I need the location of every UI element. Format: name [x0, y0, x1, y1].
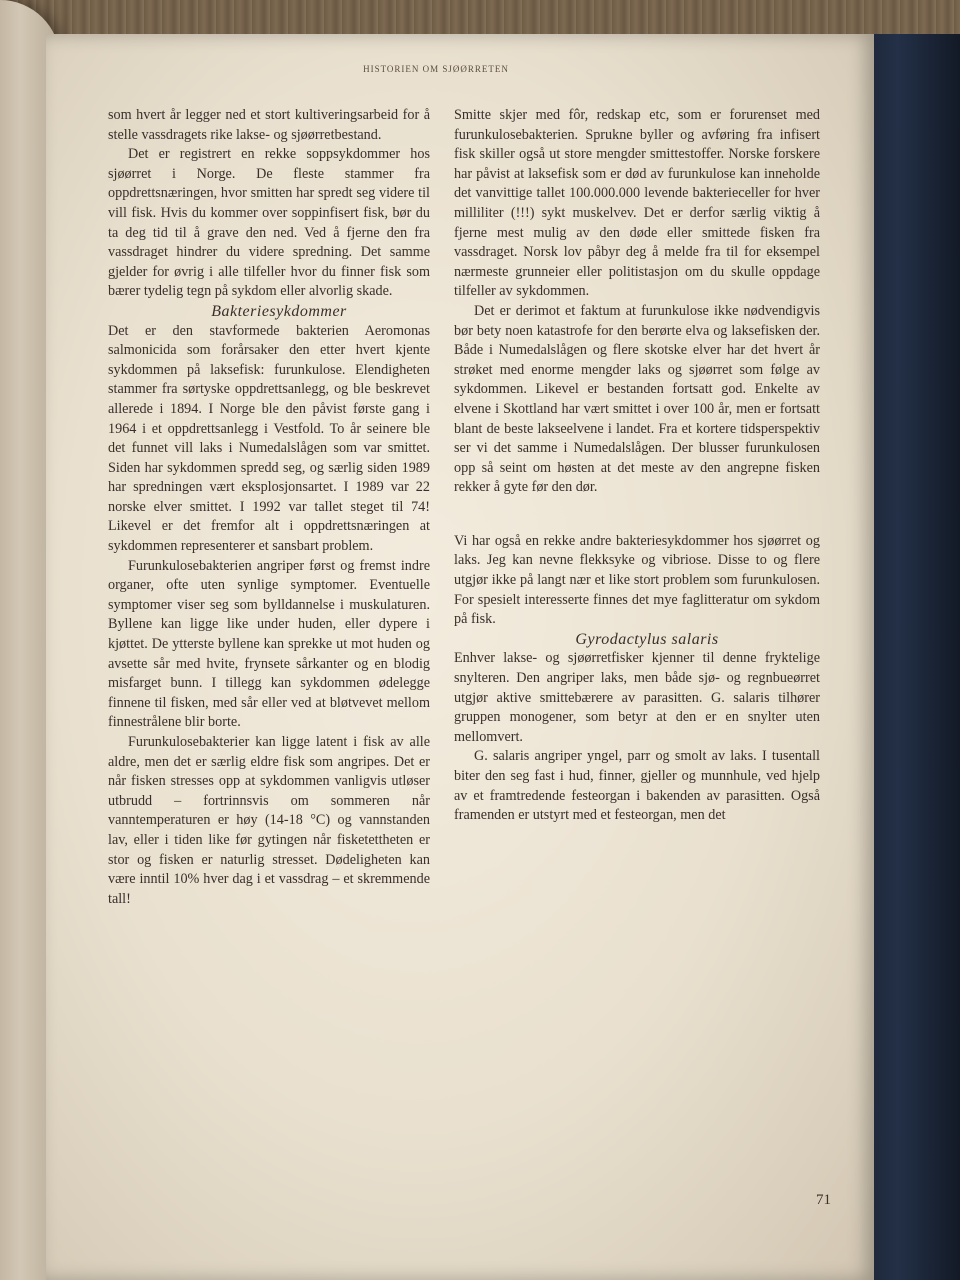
paragraph: G. salaris angriper yngel, parr og smolt av laks. I tusentall biter den seg fast i hud, finner, gjeller og munnhule, ved hjelp av et framtredende festeorgan i bakenden av parasitten. Også framenden er utstyrt med et festeorgan, men det: [454, 748, 820, 824]
book-page: [46, 34, 874, 1280]
paragraph: Det er derimot et faktum at furunkulose ikke nødvendigvis bør bety noen katastrofe for den berørte elva og laksefisken der. Både i Numedalslågen og flere skotske elver har det hvert år strøket med enorme mengder laks og sjøørret som følge av sykdommen. Likevel er bestanden fortsatt god. Enkelte av elvene i Skottland har vært smittet i over 100 år, men er fortsatt blant de beste lakseelvene i landet. Fra et kortere tidsperspektiv ser vi det samme i Numedalslågen. Der blusser furunkulosen opp så seint om høsten at det meste av den angrepne fisken rekker å gyte før den dør.: [454, 302, 820, 496]
paragraph: Enhver lakse- og sjøørretfisker kjenner til denne fryktelige snylteren. Den angriper laks, men både sjø- og regnbueørret utgjør aktive smittebærere av parasitten. G. salaris tilhører gruppen monogener, som betyr at den er en snylter uten mellomvert.: [454, 650, 820, 745]
section-heading-gyrodactylus: Gyrodactylus salaris: [575, 630, 719, 648]
paragraph: Vi har også en rekke andre bakteriesykdommer hos sjøørret og laks. Jeg kan nevne flekksyke og vibriose. Disse to og flere utgjør ikke på langt nær et like stort problem som furunkulosen. For spesielt interesserte finnes det mye faglitteratur om sykdom på fisk.: [454, 532, 820, 628]
page-number: 71: [816, 1192, 831, 1208]
running-head: HISTORIEN OM SJØØRRETEN: [363, 64, 509, 74]
paragraph: Det er registrert en rekke soppsykdommer hos sjøørret i Norge. De fleste stammer fra oppdrettsnæringen, hvor smitten har spredt seg videre til vill fisk. Hvis du kommer over soppinfisert fisk, bør du ta deg tid til å grave den ned. Ved å fjerne den fra vassdraget hindrer du videre spredning. Det samme gjelder for øvrig i alle tilfeller hvor du finner fisk som bærer tydelig tegn på sykdom eller alvorlig skade.: [108, 146, 430, 300]
section-heading-bakteriesykdommer: Bakteriesykdommer: [211, 302, 347, 320]
paragraph: Smitte skjer med fôr, redskap etc, som er forurenset med furunkulosebakterien. Sprukne byller og avføring fra infisert fisk skiller også ut store mengder smittestoffer. Norske forskere har påvist at laksefisk som er død av furunkulose kan inneholde det vanvittige tallet 100.000.000 levende bakterieceller for hver milliliter (!!!) sykt muskelvev. Det er derfor særlig viktig å fjerne mest mulig av den døde eller smittede fisken fra vassdraget. Norsk lov påbyr deg å melde fra til for eksempel nærmeste grunneier eller politistasjon om du skulle oppdage tilfeller av sykdommen.: [454, 107, 820, 300]
paragraph-gap: [454, 498, 820, 532]
paragraph: som hvert år legger ned et stort kultiveringsarbeid for å stelle vassdragets rike lakse- og sjøørretbestand.: [108, 107, 430, 143]
left-column: [108, 106, 430, 909]
paragraph: Furunkulosebakterier kan ligge latent i fisk av alle aldre, men det er særlig eldre fisk som angripes. Det er når fisken stresses opp at sykdommen vanligvis utløser utbrudd – fortrinnsvis om sommeren når vanntemperaturen er høy (14-18 °C) og vannstanden lav, eller i tiden like før gytingen når fisketettheten er stor og fisken er naturlig stresset. Dødeligheten kan være inntil 10% hver dag i et vassdrag – et skremmende tall!: [108, 734, 430, 907]
right-column: [454, 106, 820, 826]
paragraph: Furunkulosebakterien angriper først og fremst indre organer, ofte uten synlige symptomer. Eventuelle symptomer viser seg som bylldannelse i muskulaturen. Byllene kan ligge like under huden, eller dypere i kjøttet. De ytterste byllene kan sprekke ut mot huden og avsette sår med hvite, frynsete sårkanter og en blodig misfarget bunn. I tillegg kan sykdommen ødelegge finnene til fisken, med sår eller ved at bløtvevet mellom finnestrålene blir borte.: [108, 557, 430, 731]
paragraph: Det er den stavformede bakterien Aeromonas salmonicida som forårsaker den etter hvert kjente sykdommen på laksefisk: furunkulose. Elendigheten stammer fra sørtyske oppdrettsanlegg, og ble beskrevet allerede i 1894. I Norge ble den påvist første gang i 1964 i et oppdrettsanlegg i Vestfold. To år seinere ble det funnet vill laks i Numedalslågen som var smittet. Siden har sykdommen spredd seg, og særlig siden 1989 har spredningen vært eksplosjonsartet. I 1989 var 22 norske elver smittet. I 1992 var tallet steget til 74! Likevel er det fremfor alt i oppdrettsnæringen at sykdommen representerer et sansbart problem.: [108, 322, 430, 555]
